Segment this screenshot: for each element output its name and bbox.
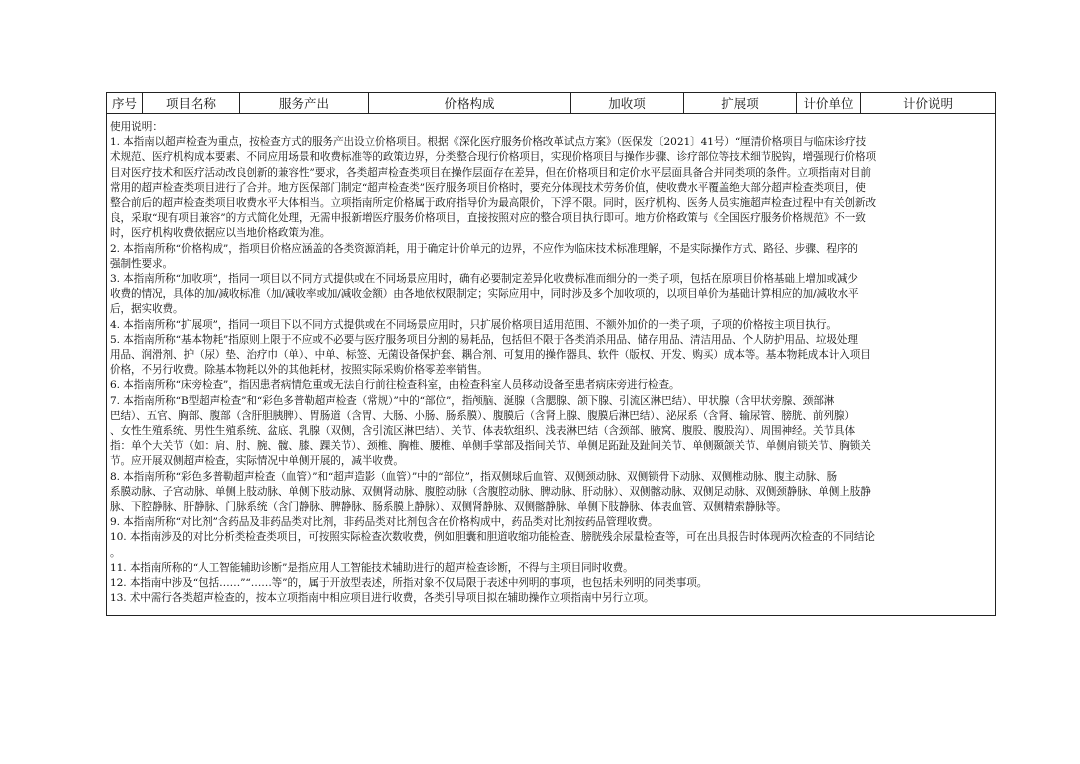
usage-notes-body bbox=[110, 135, 992, 606]
usage-notes-heading: 使用说明： bbox=[110, 121, 163, 133]
usage-note-line: 术规范、医疗机构成本要素、不同应用场景和收费标准等的政策边界，分类整合现行价格项目，实现价格项目与操作步骤、诊疗部位等技术细节脱钩，增强现行价格项 bbox=[110, 151, 877, 164]
col-header-service-output: 服务产出 bbox=[240, 93, 369, 114]
usage-note-line: 9. 本指南所称“对比剂”含药品及非药品类对比剂，非药品类对比剂包含在价格构成中，药品类对比剂按药品管理收费。 bbox=[110, 516, 659, 529]
usage-note-line: 巴结）、五官、胸部、腹部（含肝胆胰脾）、胃肠道（含胃、大肠、小肠、肠系膜）、腹膜后（含肾上腺、腹膜后淋巴结）、泌尿系（含肾、输尿管、膀胱、前列腺） bbox=[110, 409, 855, 422]
usage-note-line: 。 bbox=[110, 546, 121, 559]
usage-note-line: 用品、润滑剂、护（尿）垫、治疗巾（单）、中单、标签、无菌设备保护套、耦合剂、可复用的操作器具、软件（版权、开发、购买）成本等。基本物耗成本计入项目 bbox=[110, 349, 871, 362]
col-header-item-name: 项目名称 bbox=[143, 93, 240, 114]
usage-note-line: 1. 本指南以超声检查为重点，按检查方式的服务产出设立价格项目。根据《深化医疗服务价格改革试点方案》（医保发〔2021〕41号）“厘清价格项目与临床诊疗技 bbox=[110, 136, 867, 149]
usage-note-line: 、女性生殖系统、男性生殖系统、盆底、乳腺（双侧，含引流区淋巴结）、关节、体表软组织、浅表淋巴结（含颈部、腋窝、腹股、腹股沟）、周围神经。关节具体 bbox=[110, 425, 855, 438]
col-header-extension-item: 扩展项 bbox=[684, 93, 797, 114]
usage-note-line: 指：单个大关节（如：肩、肘、腕、髋、膝、踝关节）、颈椎、胸椎、腰椎、单侧手掌部及指间关节、单侧足跖趾及趾间关节、单侧颞颌关节、单侧肩锁关节、胸锁关 bbox=[110, 440, 871, 453]
usage-notes-cell bbox=[107, 114, 996, 616]
col-header-pricing-unit: 计价单位 bbox=[797, 93, 861, 114]
usage-note-line: 整合前后的超声检查类项目收费水平大体相当。立项指南所定价格属于政府指导价为最高限价，下浮不限。同时，医疗机构、医务人员实施超声检查过程中有关创新改 bbox=[110, 197, 877, 210]
table-header-row bbox=[107, 93, 996, 114]
usage-notes-row bbox=[107, 114, 996, 616]
usage-note-line: 价格，不另行收费。除基本物耗以外的其他耗材，按照实际采购价格零差率销售。 bbox=[110, 364, 488, 377]
usage-note-line: 12. 本指南中涉及“包括……”“……等”的，属于开放型表述，所指对象不仅局限于表述中列明的事项，也包括未列明的同类事项。 bbox=[110, 577, 708, 590]
usage-note-line: 目对医疗技术和医疗活动改良创新的兼容性”要求，各类超声检查类项目在操作层面存在差异，但在价格项目和定价水平层面具备合并同类项的条件。立项指南对目前 bbox=[110, 166, 871, 179]
usage-note-line: 节。应开展双侧超声检查，实际情况中单侧开展的，减半收费。 bbox=[110, 455, 404, 468]
usage-note-line: 2. 本指南所称“价格构成”，指项目价格应涵盖的各类资源消耗，用于确定计价单元的边界，不应作为临床技术标准理解，不是实际操作方式、路径、步骤、程序的 bbox=[110, 242, 858, 255]
usage-note-line: 11. 本指南所称的“人工智能辅助诊断”是指应用人工智能技术辅助进行的超声检查诊断，不得与主项目同时收费。 bbox=[110, 561, 634, 574]
usage-note-line: 强制性要求。 bbox=[110, 257, 173, 270]
usage-note-line: 时，医疗机构收费依据应以当地价格政策为准。 bbox=[110, 227, 331, 240]
col-header-surcharge-item: 加收项 bbox=[571, 93, 684, 114]
col-header-pricing-notes: 计价说明 bbox=[861, 93, 996, 114]
usage-note-line: 脉、下腔静脉、肝静脉、门脉系统（含门静脉、脾静脉、肠系膜上静脉）、双侧肾静脉、双侧髂静脉、单侧下肢静脉、体表血管、双侧精索静脉等。 bbox=[110, 501, 787, 514]
usage-note-line: 收费的情况，具体的加/减收标准（加/减收率或加/减收金额）由各地依权限制定；实际应用中，同时涉及多个加收项的，以项目单价为基础计算相应的加/减收水平 bbox=[110, 288, 859, 301]
col-header-price-composition: 价格构成 bbox=[369, 93, 571, 114]
usage-note-line: 4. 本指南所称“扩展项”，指同一项目下以不同方式提供或在不同场景应用时，只扩展价格项目适用范围、不额外加价的一类子项，子项的价格按主项目执行。 bbox=[110, 318, 837, 331]
usage-note-line: 良，采取“现有项目兼容”的方式简化处理，无需申报新增医疗服务价格项目，直接按照对应的整合项目执行即可。地方价格政策与《全国医疗服务价格规范》不一致 bbox=[110, 212, 866, 225]
usage-note-line: 13. 术中需行各类超声检查的，按本立项指南中相应项目进行收费，各类引导项目拟在辅助操作立项指南中另行立项。 bbox=[110, 592, 655, 605]
pricing-guide-table bbox=[106, 92, 996, 616]
usage-note-line: 6. 本指南所称“床旁检查”，指因患者病情危重或无法自行前往检查科室，由检查科室人员移动设备至患者病床旁进行检查。 bbox=[110, 379, 680, 392]
usage-note-line: 系膜动脉、子宫动脉、单侧上肢动脉、单侧下肢动脉、双侧肾动脉、腹腔动脉（含腹腔动脉、脾动脉、肝动脉）、双侧髂动脉、双侧足动脉、双侧颈静脉、单侧上肢静 bbox=[110, 485, 871, 498]
usage-note-line: 3. 本指南所称“加收项”，指同一项目以不同方式提供或在不同场景应用时，确有必要制定差异化收费标准而细分的一类子项，包括在原项目价格基础上增加或减少 bbox=[110, 273, 858, 286]
usage-note-line: 8. 本指南所称“彩色多普勒超声检查（血管）”和“超声造影（血管）”中的“部位”，指双侧球后血管、双侧颈动脉、双侧锁骨下动脉、双侧椎动脉、腹主动脉、肠 bbox=[110, 470, 838, 483]
usage-note-line: 10. 本指南涉及的对比分析类检查类项目，可按照实际检查次数收费，例如胆囊和胆道收缩功能检查、膀胱残余尿量检查等，可在出具报告时体现两次检查的不同结论 bbox=[110, 531, 875, 544]
col-header-number: 序号 bbox=[107, 93, 143, 114]
usage-note-line: 常用的超声检查类项目进行了合并。地方医保部门制定“超声检查类”医疗服务项目价格时，要充分体现技术劳务价值，使收费水平覆盖绝大部分超声检查类项目，使 bbox=[110, 181, 866, 194]
usage-note-line: 后，据实收费。 bbox=[110, 303, 184, 316]
usage-note-line: 7. 本指南所称“B型超声检查”和“彩色多普勒超声检查（常规）”中的“部位”，指颅脑、涎腺（含腮腺、颌下腺、引流区淋巴结）、甲状腺（含甲状旁腺、颈部淋 bbox=[110, 394, 835, 407]
usage-note-line: 5. 本指南所称“基本物耗”指原则上限于不应或不必要与医疗服务项目分割的易耗品，包括但不限于各类消杀用品、储存用品、清洁用品、个人防护用品、垃圾处理 bbox=[110, 333, 858, 346]
